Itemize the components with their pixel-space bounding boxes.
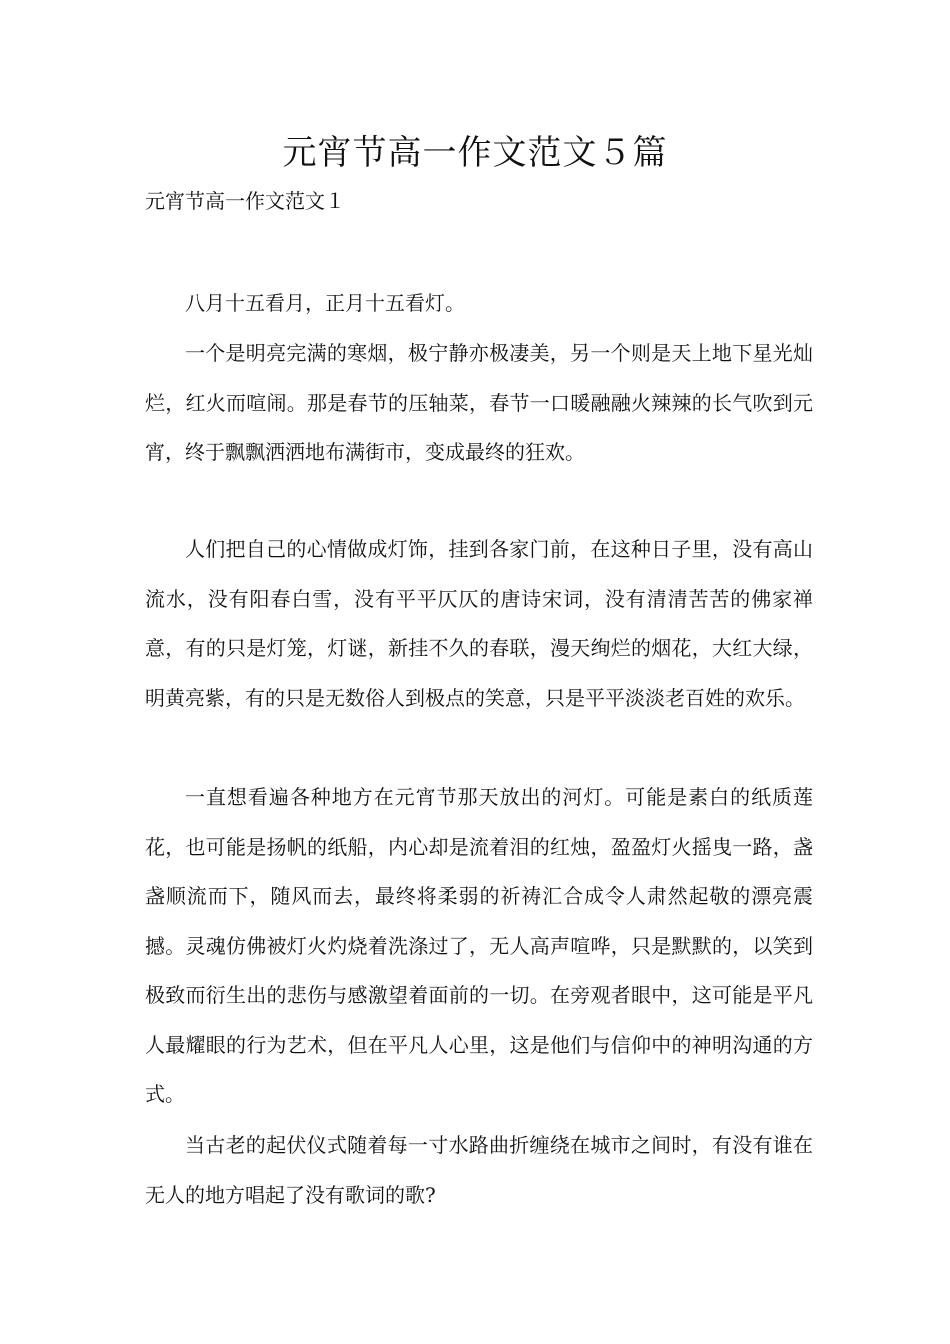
- paragraph-4: 一直想看遍各种地方在元宵节那天放出的河灯。可能是素白的纸质莲花，也可能是扬帆的纸船，内心却是流着泪的红烛，盈盈灯火摇曳一路，盏盏顺流而下，随风而去，最终将柔弱的祈祷汇合成令人肃然起敬的漂亮震撼。灵魂仿佛被灯火灼烧着洗涤过了，无人高声喧哗，只是默默的，以笑到极致而衍生出的悲伤与感激望着面前的一切。在旁观者眼中，这可能是平凡人最耀眼的行为艺术，但在平凡人心里，这是他们与信仰中的神明沟通的方式。: [145, 785, 813, 1106]
- paragraph-5: 当古老的起伏仪式随着每一寸水路曲折缠绕在城市之间时，有没有谁在无人的地方唱起了没有歌词的歌?: [145, 1133, 813, 1207]
- document-title: 元宵节高一作文范文５篇: [282, 133, 668, 173]
- paragraph-2: 一个是明亮完满的寒烟，极宁静亦极凄美，另一个则是天上地下星光灿烂，红火而喧闹。那是春节的压轴菜，春节一口暖融融火辣辣的长气吹到元宵，终于飘飘洒洒地布满街市，变成最终的狂欢。: [145, 341, 813, 464]
- section-subtitle: 元宵节高一作文范文１: [145, 189, 345, 213]
- paragraph-1: 八月十五看月，正月十五看灯。: [185, 291, 465, 315]
- paragraph-3: 人们把自己的心情做成灯饰，挂到各家门前，在这种日子里，没有高山流水，没有阳春白雪，没有平平仄仄的唐诗宋词，没有清清苦苦的佛家禅意，有的只是灯笼，灯谜，新挂不久的春联，漫天绚烂的烟花，大红大绿，明黄亮紫，有的只是无数俗人到极点的笑意，只是平平淡淡老百姓的欢乐。: [145, 537, 813, 710]
